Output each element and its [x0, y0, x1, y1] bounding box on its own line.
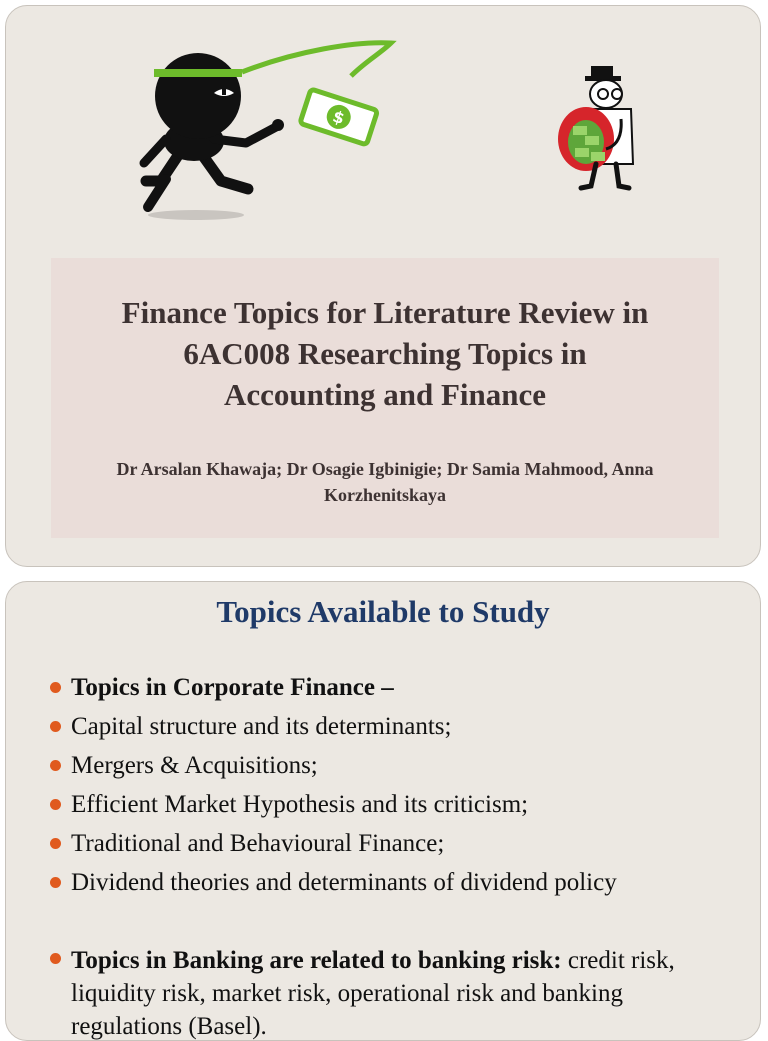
item-text: Capital structure and its determinants;: [71, 713, 452, 740]
topics-slide: [5, 581, 761, 1041]
svg-text:$: $: [330, 106, 347, 129]
bullet-icon: [50, 838, 61, 849]
list-item: [46, 746, 736, 785]
item-text: Traditional and Behavioural Finance;: [71, 830, 445, 857]
bullet-icon: [50, 953, 61, 964]
title-line: 6AC008 Researching Topics in: [183, 336, 587, 371]
list-item: [46, 863, 736, 902]
list-item: [46, 824, 736, 863]
list-item: [46, 941, 736, 1041]
authors-line: Dr Arsalan Khawaja; Dr Osagie Igbinigie; Dr Samia Mahmood, Anna: [116, 459, 654, 479]
item-bold: Topics in Corporate Finance –: [71, 674, 394, 701]
title-slide: [5, 5, 761, 567]
topics-heading: Topics Available to Study: [216, 594, 550, 629]
list-item: [46, 668, 736, 707]
bullet-icon: [50, 721, 61, 732]
thief-chasing-money-icon: [126, 31, 406, 226]
item-text: Dividend theories and determinants of dividend policy: [71, 869, 617, 896]
item-text: Mergers & Acquisitions;: [71, 752, 318, 779]
authors-line: Korzhenitskaya: [323, 485, 446, 505]
man-carrying-money-bag-icon: [551, 64, 646, 194]
item-bold: Topics in Banking are related to banking risk:: [71, 947, 562, 974]
item-text: credit risk, liquidity risk, market risk, operational risk and banking regulations (Basel).: [71, 947, 675, 1040]
title-line: Finance Topics for Literature Review in: [121, 295, 649, 330]
authors: [51, 456, 719, 508]
list-item: [46, 785, 736, 824]
title-box: [51, 258, 719, 538]
slide-title: [51, 292, 719, 415]
item-text: Efficient Market Hypothesis and its criticism;: [71, 791, 529, 818]
bullet-icon: [50, 799, 61, 810]
bullet-icon: [50, 877, 61, 888]
topics-list: [46, 668, 736, 1041]
bullet-icon: [50, 760, 61, 771]
bullet-icon: [50, 682, 61, 693]
list-item: [46, 707, 736, 746]
title-line: Accounting and Finance: [223, 377, 547, 412]
